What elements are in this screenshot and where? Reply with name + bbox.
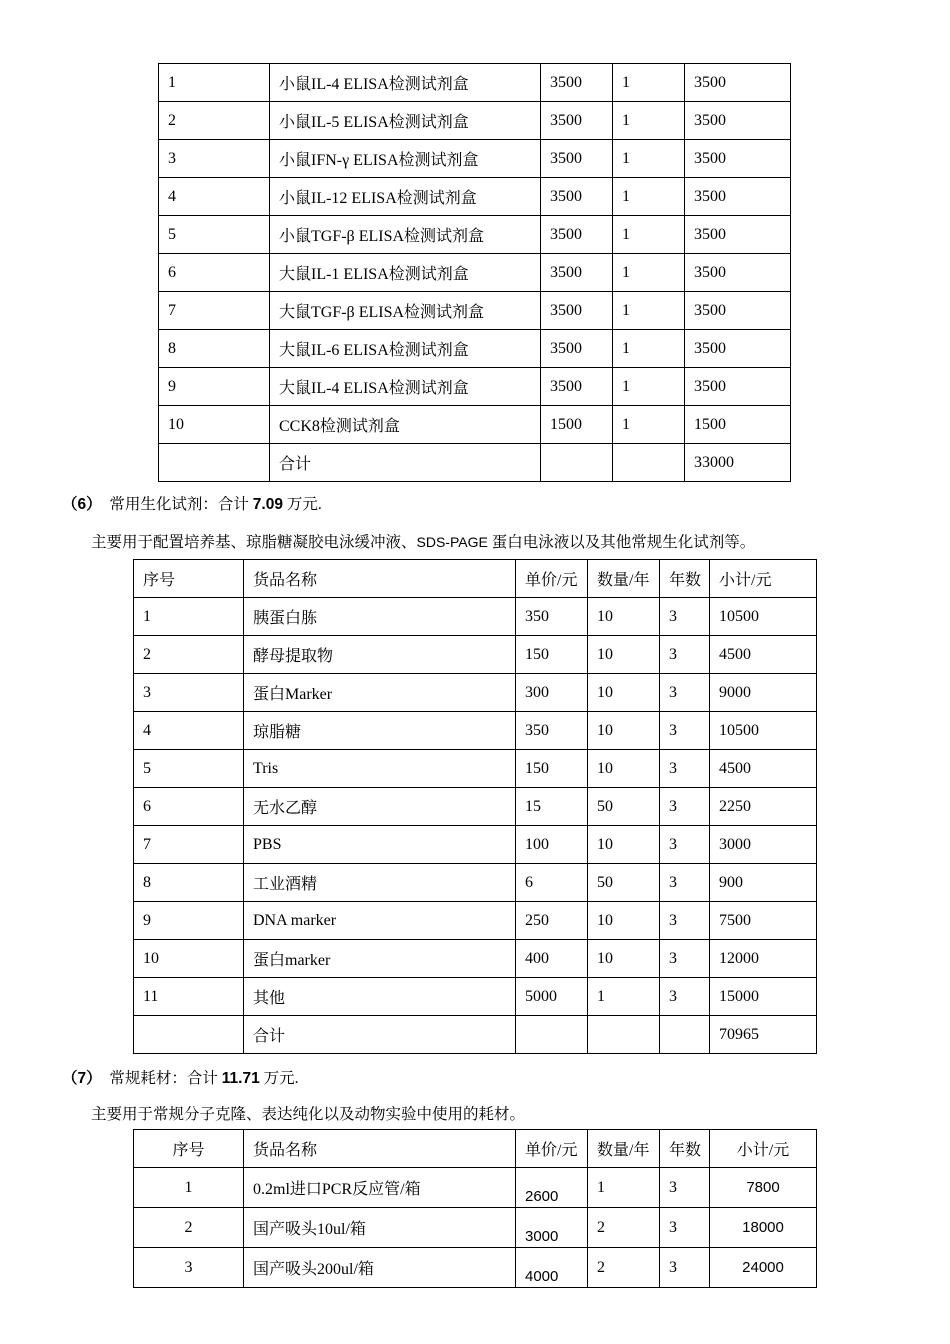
table-cell: 3	[660, 978, 710, 1016]
table-cell: 2	[588, 1208, 660, 1248]
table-cell: 3	[660, 1208, 710, 1248]
table-row	[134, 978, 817, 1016]
table-cell: 10	[588, 940, 660, 978]
table-cell: 酵母提取物	[244, 636, 516, 674]
section-6-description: 主要用于配置培养基、琼脂糖凝胶电泳缓冲液、SDS-PAGE 蛋白电泳液以及其他常规生化试剂等。	[91, 534, 756, 551]
table-cell: 3000	[710, 826, 817, 864]
elisa-kit-table	[158, 63, 791, 482]
table-cell: 2250	[710, 788, 817, 826]
table-row	[134, 1016, 817, 1054]
table-cell: 3500	[685, 292, 791, 330]
column-header: 小计/元	[710, 1130, 817, 1168]
table-row	[159, 140, 791, 178]
table-cell: 3000	[516, 1208, 588, 1248]
column-header: 序号	[134, 1130, 244, 1168]
table-cell: 小鼠TGF-β ELISA检测试剂盒	[270, 216, 541, 254]
table-cell: 7500	[710, 902, 817, 940]
section-7-title: 常规耗材：合计	[109, 1070, 222, 1087]
table-row	[159, 444, 791, 482]
table-cell: 8	[134, 864, 244, 902]
table-cell: 3500	[685, 254, 791, 292]
table-cell: 胰蛋白胨	[244, 598, 516, 636]
section-7-amount: 11.71	[221, 1070, 260, 1087]
table-cell: 5	[159, 216, 270, 254]
table-row	[134, 750, 817, 788]
table-row	[134, 788, 817, 826]
table-cell: 6	[134, 788, 244, 826]
table-cell: 3	[134, 674, 244, 712]
table-row	[134, 1208, 817, 1248]
table-cell: 合计	[270, 444, 541, 482]
table-cell: 2	[588, 1248, 660, 1288]
table-cell: 18000	[710, 1208, 817, 1248]
table-cell: 150	[516, 636, 588, 674]
table-cell: 3500	[541, 368, 613, 406]
column-header: 年数	[660, 1130, 710, 1168]
column-header: 单价/元	[516, 560, 588, 598]
table-cell: 9000	[710, 674, 817, 712]
table-cell: 1	[613, 102, 685, 140]
table-cell: 3500	[685, 368, 791, 406]
table-cell: 3500	[685, 330, 791, 368]
table-row	[159, 406, 791, 444]
table-row	[159, 292, 791, 330]
table-cell: 1	[613, 216, 685, 254]
table-cell: 大鼠IL-1 ELISA检测试剂盒	[270, 254, 541, 292]
table-cell: 1	[613, 330, 685, 368]
table-cell: 4500	[710, 750, 817, 788]
table-row	[134, 902, 817, 940]
table-cell: 350	[516, 598, 588, 636]
table-cell: 7	[134, 826, 244, 864]
column-header: 序号	[134, 560, 244, 598]
table-row	[159, 178, 791, 216]
table-cell: 国产吸头10ul/箱	[244, 1208, 516, 1248]
table-cell: 2600	[516, 1168, 588, 1208]
table-cell: 大鼠TGF-β ELISA检测试剂盒	[270, 292, 541, 330]
table-cell: 7	[159, 292, 270, 330]
table-cell: 33000	[685, 444, 791, 482]
table-cell: 1500	[541, 406, 613, 444]
table-row	[134, 1168, 817, 1208]
section-7-description: 主要用于常规分子克隆、表达纯化以及动物实验中使用的耗材。	[91, 1106, 526, 1123]
table-cell: 250	[516, 902, 588, 940]
table-cell: 3500	[541, 102, 613, 140]
table-cell: 2	[159, 102, 270, 140]
table-cell: 2	[134, 1208, 244, 1248]
table-cell: 3500	[685, 102, 791, 140]
table-cell: 400	[516, 940, 588, 978]
table-cell: 3500	[541, 178, 613, 216]
table-row	[134, 1248, 817, 1288]
table-cell: 小鼠IL-5 ELISA检测试剂盒	[270, 102, 541, 140]
table-cell: 10500	[710, 712, 817, 750]
table-cell: 3500	[541, 140, 613, 178]
table-cell: 4500	[710, 636, 817, 674]
section-6-heading	[62, 492, 322, 514]
table-header-row	[134, 1130, 817, 1168]
table-row	[159, 330, 791, 368]
table-cell: 3	[660, 674, 710, 712]
table-row	[134, 940, 817, 978]
table-cell: 900	[710, 864, 817, 902]
table-cell: 6	[159, 254, 270, 292]
table-cell: 10	[588, 674, 660, 712]
table-cell: 3500	[685, 64, 791, 102]
table-cell: 3	[660, 902, 710, 940]
table-cell: 9	[134, 902, 244, 940]
table-cell: 1	[613, 368, 685, 406]
table-cell: 10	[159, 406, 270, 444]
table-cell: 3500	[541, 330, 613, 368]
table-cell	[541, 444, 613, 482]
table-cell: 3	[134, 1248, 244, 1288]
table-cell: 1500	[685, 406, 791, 444]
section-6-unit: 万元.	[282, 496, 322, 513]
table-cell: 3500	[541, 254, 613, 292]
table-cell: 12000	[710, 940, 817, 978]
table-cell: CCK8检测试剂盒	[270, 406, 541, 444]
table-cell: 15000	[710, 978, 817, 1016]
table-cell: 3500	[541, 64, 613, 102]
table-cell: 10	[588, 712, 660, 750]
section-6-amount: 7.09	[252, 496, 283, 513]
table-cell: 3500	[685, 216, 791, 254]
table-cell: 2	[134, 636, 244, 674]
table-cell	[613, 444, 685, 482]
table-cell: 10	[588, 826, 660, 864]
table-cell: 10	[588, 636, 660, 674]
table-row	[159, 64, 791, 102]
table-cell: 大鼠IL-6 ELISA检测试剂盒	[270, 330, 541, 368]
table-row	[159, 216, 791, 254]
table-cell: 100	[516, 826, 588, 864]
table-cell: 1	[159, 64, 270, 102]
table-cell: 9	[159, 368, 270, 406]
table-row	[159, 254, 791, 292]
table-cell: 7800	[710, 1168, 817, 1208]
table-cell: 小鼠IFN-γ ELISA检测试剂盒	[270, 140, 541, 178]
table-cell: 1	[613, 406, 685, 444]
table-cell: 工业酒精	[244, 864, 516, 902]
table-cell: 4	[159, 178, 270, 216]
column-header: 货品名称	[244, 560, 516, 598]
table-cell: 5000	[516, 978, 588, 1016]
section-6-number: （6）	[62, 496, 102, 513]
table-cell: 50	[588, 788, 660, 826]
column-header: 数量/年	[588, 1130, 660, 1168]
table-cell: 3	[660, 940, 710, 978]
table-cell: 小鼠IL-4 ELISA检测试剂盒	[270, 64, 541, 102]
consumables-table	[133, 1129, 817, 1288]
table-cell: 1	[588, 1168, 660, 1208]
table-cell: 10500	[710, 598, 817, 636]
table-cell: 3	[660, 1248, 710, 1288]
table-row	[134, 598, 817, 636]
table-cell: 4000	[516, 1248, 588, 1288]
table-cell: 3	[660, 750, 710, 788]
table-row	[134, 864, 817, 902]
section-7-number: （7）	[62, 1070, 102, 1087]
table-cell: 3	[159, 140, 270, 178]
table-cell: 3500	[541, 216, 613, 254]
table-cell: 10	[588, 598, 660, 636]
section-6-title: 常用生化试剂：合计	[109, 496, 253, 513]
table-cell	[159, 444, 270, 482]
biochemical-reagent-table	[133, 559, 817, 1054]
table-cell: 4	[134, 712, 244, 750]
table-row	[159, 368, 791, 406]
table-cell: 70965	[710, 1016, 817, 1054]
table-cell: 3	[660, 712, 710, 750]
table-cell: 蛋白marker	[244, 940, 516, 978]
table-cell: 24000	[710, 1248, 817, 1288]
table-cell: 1	[613, 64, 685, 102]
table-row	[134, 826, 817, 864]
table-cell: 3	[660, 826, 710, 864]
table-cell: 350	[516, 712, 588, 750]
table-cell: 3500	[685, 140, 791, 178]
table-cell: 10	[588, 902, 660, 940]
table-cell: 合计	[244, 1016, 516, 1054]
table-header-row	[134, 560, 817, 598]
table-cell: 琼脂糖	[244, 712, 516, 750]
table-cell: 大鼠IL-4 ELISA检测试剂盒	[270, 368, 541, 406]
table-cell: DNA marker	[244, 902, 516, 940]
table-cell: 1	[613, 140, 685, 178]
column-header: 年数	[660, 560, 710, 598]
table-cell: 3	[660, 864, 710, 902]
table-cell: 10	[588, 750, 660, 788]
table-row	[134, 712, 817, 750]
table-cell: 3	[660, 636, 710, 674]
section-7-heading	[62, 1066, 298, 1088]
table-cell: 1	[588, 978, 660, 1016]
table-cell: 3500	[541, 292, 613, 330]
table-cell: 无水乙醇	[244, 788, 516, 826]
table-cell: 150	[516, 750, 588, 788]
table-cell: 3	[660, 788, 710, 826]
table-row	[134, 674, 817, 712]
table-cell: 1	[134, 1168, 244, 1208]
table-cell: Tris	[244, 750, 516, 788]
table-cell: 300	[516, 674, 588, 712]
table-cell: 1	[613, 254, 685, 292]
column-header: 数量/年	[588, 560, 660, 598]
table-cell: 3	[660, 598, 710, 636]
column-header: 单价/元	[516, 1130, 588, 1168]
table-cell: 50	[588, 864, 660, 902]
table-cell	[516, 1016, 588, 1054]
column-header: 小计/元	[710, 560, 817, 598]
table-cell: 8	[159, 330, 270, 368]
table-cell: 3	[660, 1168, 710, 1208]
table-cell: 蛋白Marker	[244, 674, 516, 712]
table-cell: 国产吸头200ul/箱	[244, 1248, 516, 1288]
section-7-unit: 万元.	[259, 1070, 299, 1087]
table-cell: 11	[134, 978, 244, 1016]
table-cell: 0.2ml进口PCR反应管/箱	[244, 1168, 516, 1208]
table-cell: 1	[613, 178, 685, 216]
table-row	[134, 636, 817, 674]
table-cell: PBS	[244, 826, 516, 864]
table-cell: 小鼠IL-12 ELISA检测试剂盒	[270, 178, 541, 216]
table-cell: 3500	[685, 178, 791, 216]
table-cell: 15	[516, 788, 588, 826]
table-cell: 其他	[244, 978, 516, 1016]
table-cell	[588, 1016, 660, 1054]
table-cell	[660, 1016, 710, 1054]
table-row	[159, 102, 791, 140]
table-cell: 1	[134, 598, 244, 636]
table-cell	[134, 1016, 244, 1054]
column-header: 货品名称	[244, 1130, 516, 1168]
table-cell: 10	[134, 940, 244, 978]
table-cell: 5	[134, 750, 244, 788]
table-cell: 1	[613, 292, 685, 330]
table-cell: 6	[516, 864, 588, 902]
